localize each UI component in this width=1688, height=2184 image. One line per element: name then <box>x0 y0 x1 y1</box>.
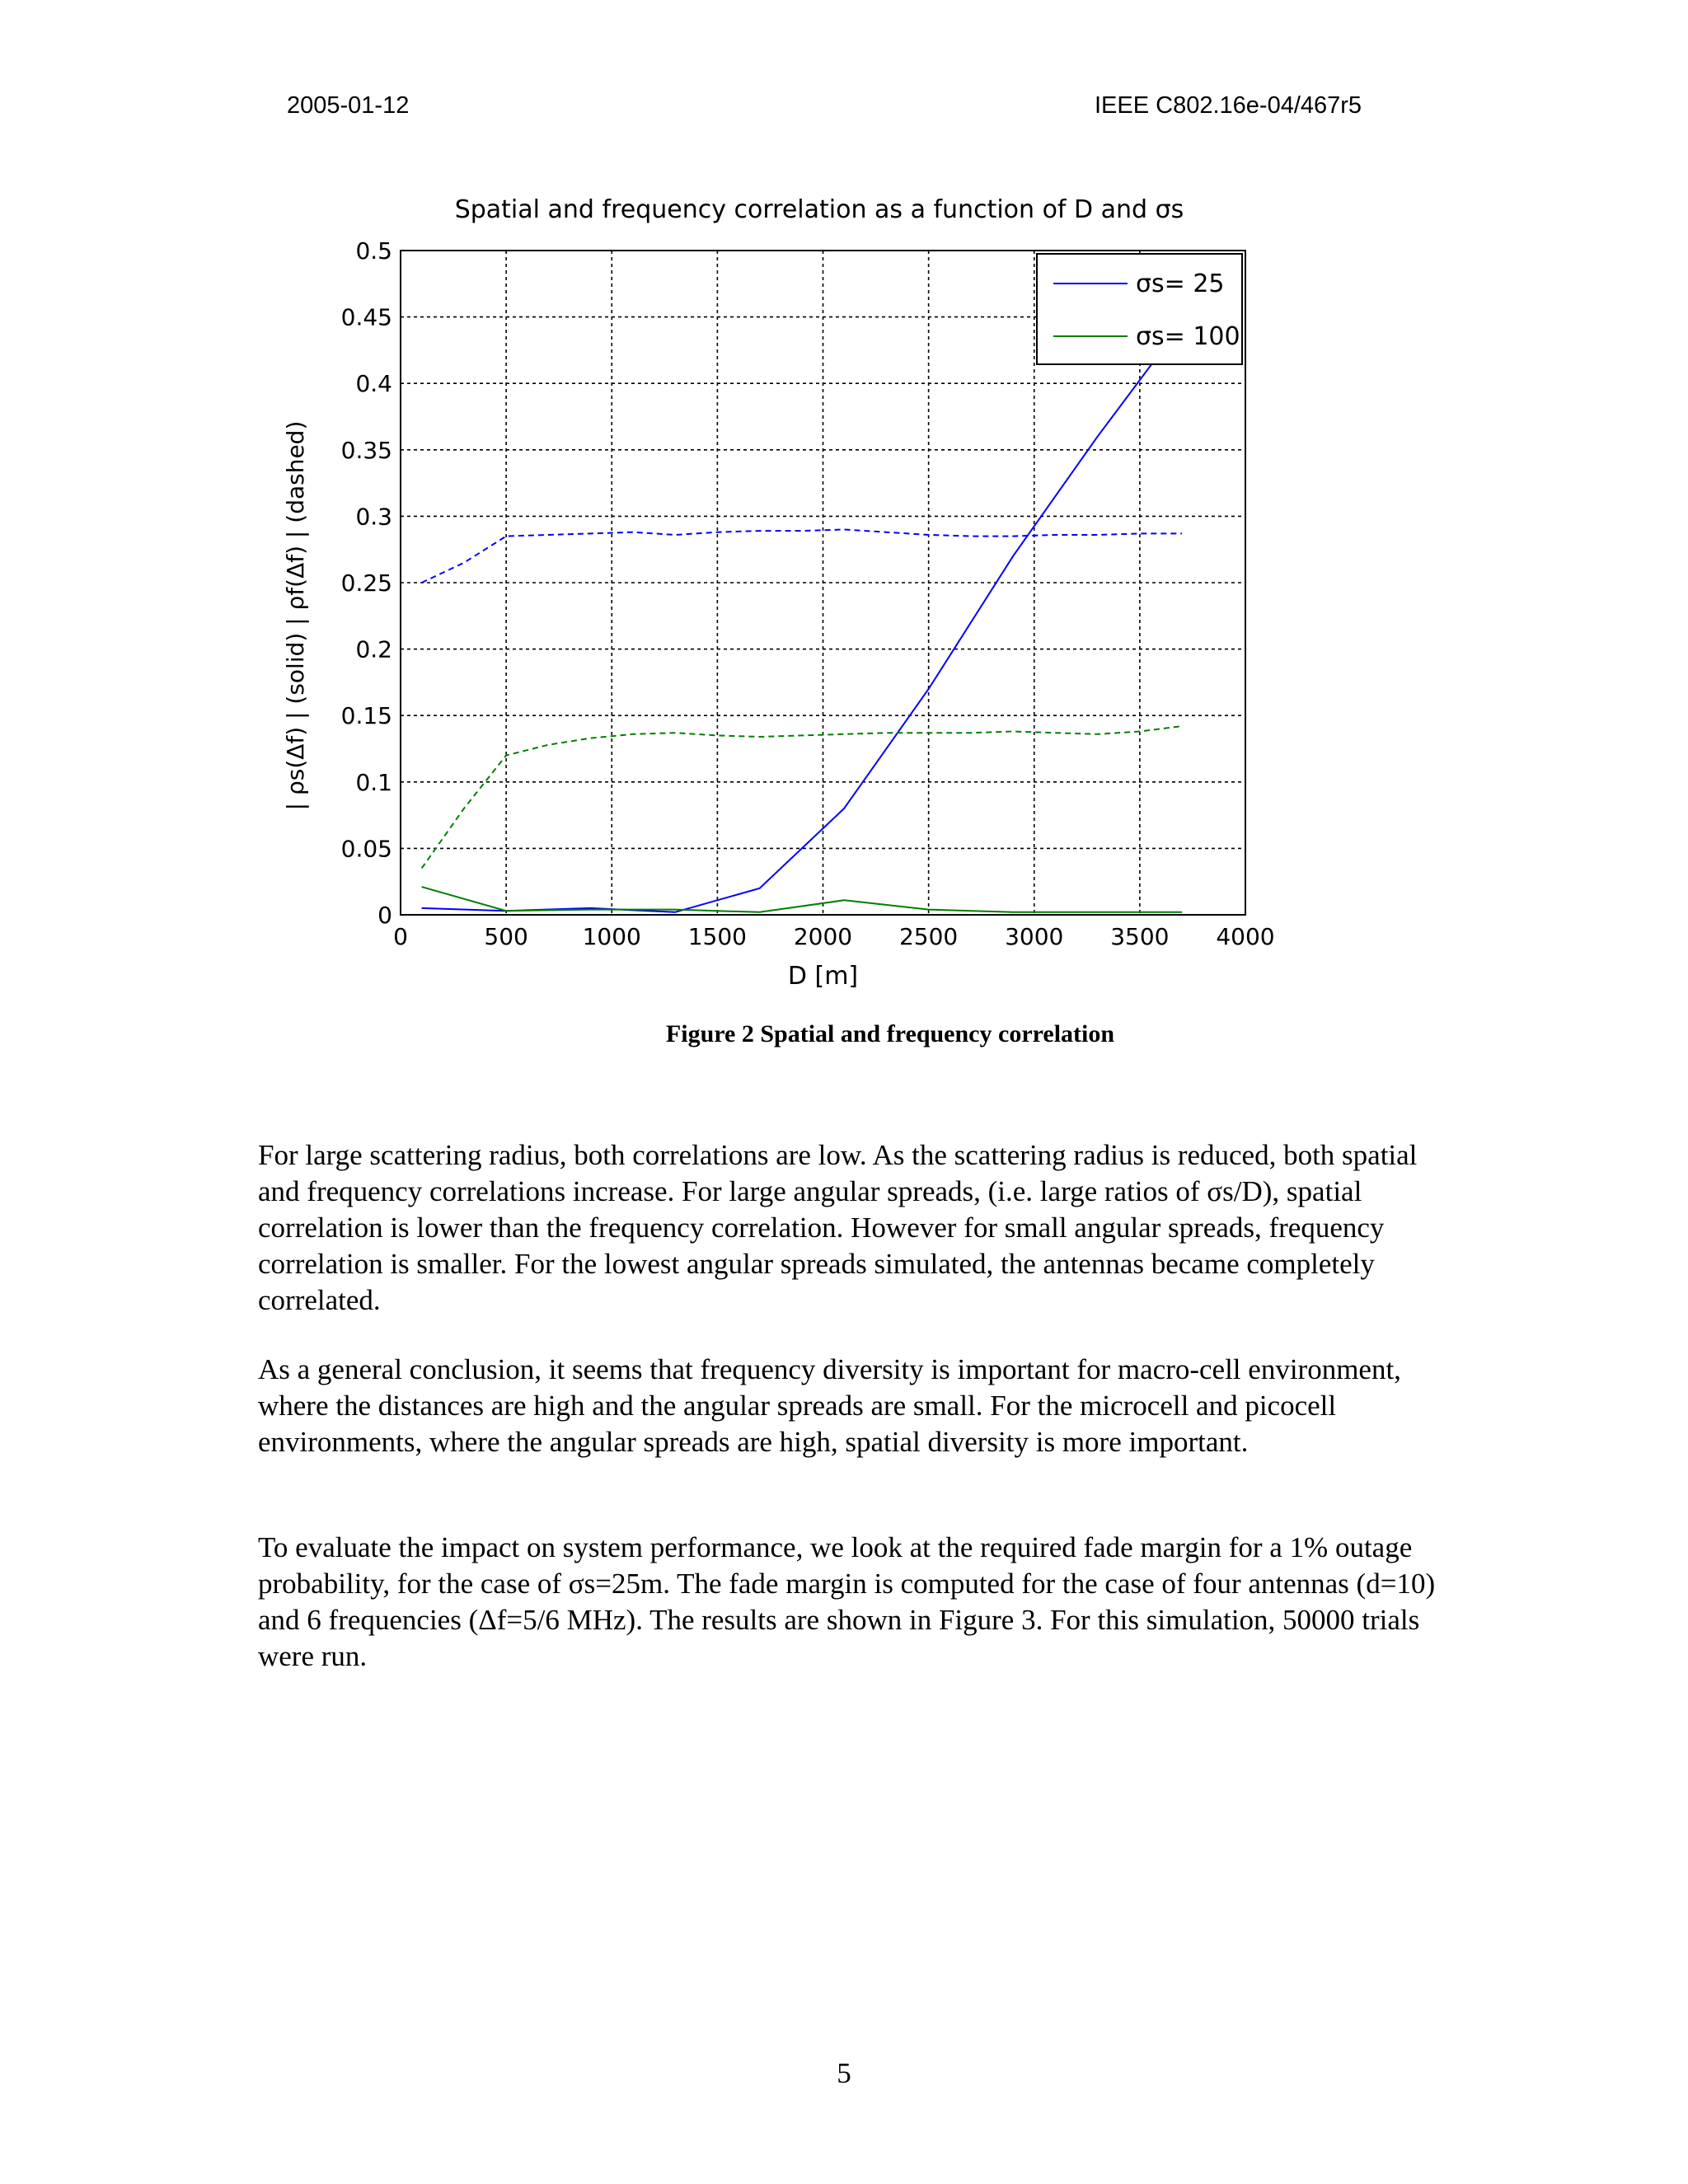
y-tick-label: 0.45 <box>340 303 392 331</box>
paragraph-3 <box>258 1530 1445 1675</box>
page-number: 5 <box>837 2057 851 2089</box>
header-date: 2005-01-12 <box>287 92 410 119</box>
y-tick-label: 0 <box>377 902 392 929</box>
x-tick-label: 1500 <box>687 923 748 950</box>
legend-label: σs= 25 <box>1136 269 1225 298</box>
x-tick-label: 1000 <box>582 923 641 950</box>
paragraph-1 <box>258 1137 1445 1319</box>
x-tick-label: 3000 <box>1005 923 1064 950</box>
chart-title: Spatial and frequency correlation as a function of D and σs <box>454 195 1184 224</box>
paragraph-3-text: To evaluate the impact on system performance, we look at the required fade margin for a 1% outage probability, for the case of σs=25m. The fade margin is computed for the case of four antennas (d=10) and 6 frequencies (Δf=5/6 MHz). The results are shown in Figure 3. For this simulation, 50000 trials were run. <box>258 1531 1436 1672</box>
y-tick-label: 0.25 <box>340 569 392 597</box>
y-tick-label: 0.35 <box>340 436 392 464</box>
header-doc-id: IEEE C802.16e-04/467r5 <box>1095 92 1362 119</box>
x-tick-label: 500 <box>484 923 528 950</box>
x-tick-label: 3500 <box>1110 923 1170 950</box>
x-tick-label: 0 <box>393 923 408 950</box>
y-tick-label: 0.1 <box>355 768 392 796</box>
paragraph-2-text: As a general conclusion, it seems that frequency diversity is important for macro-cell environment, where the distances are high and the angular spreads are small. For the microcell and picocell environments, where the angular spreads are high, spatial diversity is more important. <box>258 1353 1401 1458</box>
x-tick-label: 2000 <box>793 923 853 950</box>
x-tick-label: 2500 <box>898 923 959 950</box>
paragraph-2 <box>258 1352 1445 1460</box>
legend-label: σs= 100 <box>1136 322 1240 351</box>
legend <box>1037 254 1242 364</box>
correlation-chart <box>264 181 1302 1005</box>
y-axis-label: | ρs(Δf) | (solid) | ρf(Δf) | (dashed) <box>282 420 309 811</box>
y-tick-label: 0.2 <box>355 635 392 663</box>
y-tick-label: 0.3 <box>355 503 392 531</box>
y-tick-label: 0.15 <box>340 702 392 730</box>
paragraph-1-text: For large scattering radius, both correlations are low. As the scattering radius is reduced, both spatial and frequency correlations increase. For large angular spreads, (i.e. large ratios of σs/D), spatial correlation is lower than the frequency correlation. However for small angular spreads, frequency correlation is smaller. For the lowest angular spreads simulated, the antennas became completely correlated. <box>258 1139 1418 1316</box>
y-tick-label: 0.5 <box>355 237 392 265</box>
x-axis-label: D [m] <box>787 962 859 991</box>
y-tick-label: 0.4 <box>355 370 392 398</box>
x-tick-label: 4000 <box>1216 923 1275 950</box>
y-tick-label: 0.05 <box>340 835 392 863</box>
figure-caption: Figure 2 Spatial and frequency correlation <box>665 1020 1115 1047</box>
